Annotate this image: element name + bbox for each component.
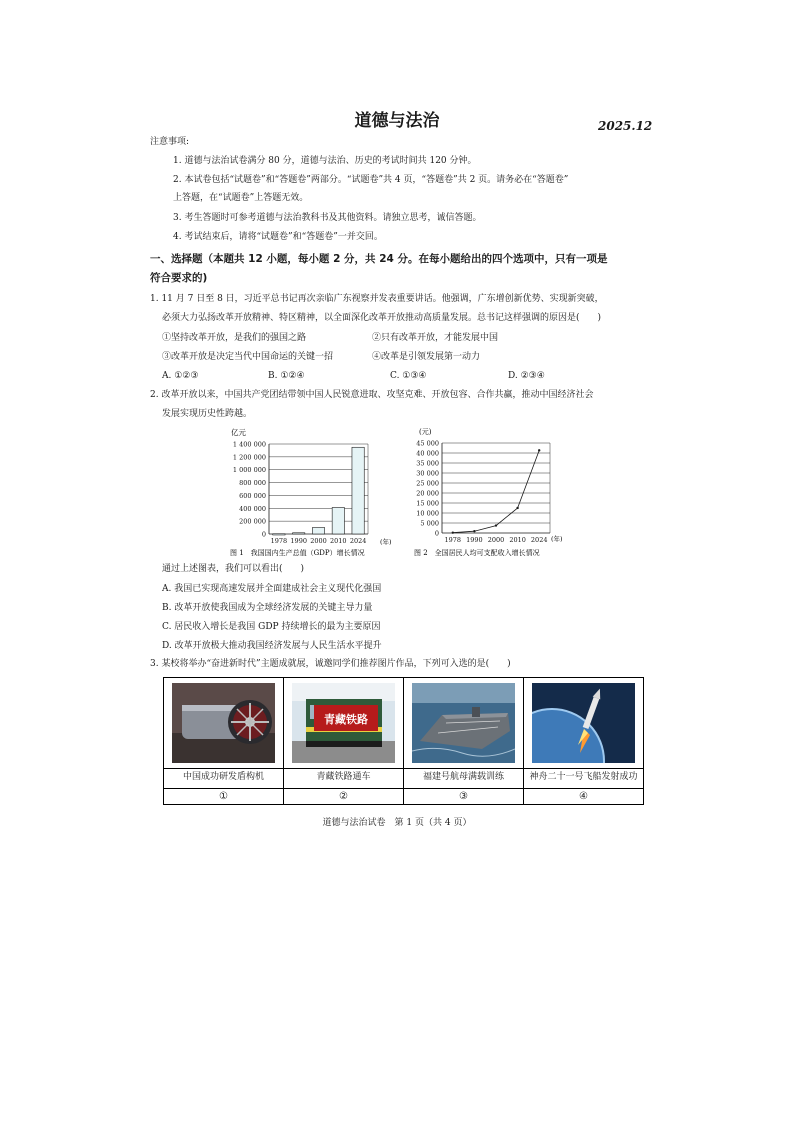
- chart2-point: [516, 507, 518, 509]
- chart1-y-tick-label: 200 000: [239, 517, 266, 526]
- picture-caption-3: 福建号航母满载训练: [404, 769, 524, 789]
- q1-option-b[interactable]: B. ①②④: [268, 371, 305, 381]
- chart2-x-tick-label: 2010: [509, 536, 526, 544]
- page-footer: 道德与法治试卷 第 1 页（共 4 页）: [322, 818, 472, 828]
- q2-option-a[interactable]: A. 我国已实现高速发展并全面建成社会主义现代化强国: [162, 584, 382, 594]
- chart2-x-tick-label: 2024: [530, 536, 548, 544]
- chart1-y-tick-label: 600 000: [239, 491, 266, 500]
- qinghai-tibet-train-photo: [292, 683, 395, 763]
- q1-statement-4: ④改革是引领发展第一动力: [372, 352, 481, 362]
- question-2-stem: 2. 改革开放以来，中国共产党团结带领中国人民锐意进取、攻坚克难、开放包容、合作共赢，推动中国经济社会: [150, 390, 594, 400]
- chart2-y-tick-label: 35 000: [416, 459, 439, 468]
- gdp-bar-chart: [225, 424, 400, 560]
- chart1-x-tick-label: 2000: [310, 537, 327, 545]
- question-3-stem: 3. 某校将举办“奋进新时代”主题成就展，诚邀同学们推荐图片作品，下列可入选的是( ): [150, 659, 511, 669]
- chart2-x-tick-label: 1978: [444, 536, 462, 544]
- chart2-point: [495, 524, 497, 526]
- notice-item: 1. 道德与法治试卷满分 80 分，道德与法治、历史的考试时间共 120 分钟。: [173, 156, 477, 166]
- chart1-bar: [312, 528, 324, 534]
- chart2-x-tick-label: 1990: [466, 536, 483, 544]
- chart2-title: 图 2 全国居民人均可支配收入增长情况: [414, 549, 540, 557]
- picture-caption-4: 神舟二十一号飞船发射成功: [524, 769, 643, 789]
- page-title: 道德与法治: [354, 111, 440, 131]
- chart1-y-axis-label: 亿元: [231, 428, 246, 437]
- chart1-x-tick-label: 1990: [290, 537, 307, 545]
- tunnel-boring-machine-photo: [172, 683, 275, 763]
- q2-option-d[interactable]: D. 改革开放极大推动我国经济发展与人民生活水平提升: [162, 641, 382, 651]
- q1-statement-3: ③改革开放是决定当代中国命运的关键一招: [162, 352, 334, 362]
- chart2-y-tick-label: 25 000: [416, 479, 439, 488]
- notice-item: 2. 本试卷包括“试题卷”和“答题卷”两部分。“试题卷”共 4 页，“答题卷”共 2 页。请务必在“答题卷”: [173, 175, 569, 185]
- notice-heading: 注意事项:: [150, 137, 190, 147]
- picture-number-4: ④: [579, 791, 588, 802]
- picture-cell-3[interactable]: [404, 678, 524, 769]
- chart2-y-tick-label: 5 000: [420, 519, 439, 528]
- chart2-y-tick-label: 40 000: [416, 449, 439, 458]
- picture-cell-4[interactable]: [524, 678, 643, 769]
- chart2-y-tick-label: 30 000: [416, 469, 439, 478]
- chart1-y-tick-label: 1 000 000: [232, 466, 266, 475]
- notice-item: 4. 考试结束后，请将“试题卷”和“答题卷”一并交回。: [173, 232, 383, 242]
- question-1-stem-cont: 必须大力弘扬改革开放精神、特区精神，以全面深化改革开放推动高质量发展。总书记这样强调的原因是( ): [162, 313, 602, 323]
- picture-caption-2: 青藏铁路通车: [284, 769, 404, 789]
- chart2-y-tick-label: 10 000: [416, 509, 439, 518]
- chart1-y-tick-label: 0: [261, 530, 266, 539]
- chart1-y-tick-label: 1 400 000: [232, 440, 266, 449]
- exam-date: 2025.12: [598, 119, 653, 133]
- train-sign-text: 青藏铁路: [324, 713, 368, 726]
- picture-table: [163, 677, 644, 805]
- chart1-y-tick-label: 1 200 000: [232, 453, 266, 462]
- chart1-y-tick-label: 800 000: [239, 479, 266, 488]
- chart1-x-tick-label: 2024: [349, 537, 367, 545]
- q1-option-c[interactable]: C. ①③④: [390, 371, 427, 381]
- q1-option-a[interactable]: A. ①②③: [162, 371, 199, 381]
- q1-statement-2: ②只有改革开放，才能发展中国: [372, 333, 499, 343]
- q2-option-c[interactable]: C. 居民收入增长是我国 GDP 持续增长的最为主要原因: [162, 622, 381, 632]
- notice-item: 3. 考生答题时可参考道德与法治教科书及其他资料。请独立思考，诚信答题。: [173, 213, 482, 223]
- chart2-series-line: [453, 450, 539, 532]
- picture-number-1: ①: [164, 789, 284, 804]
- chart2-point: [538, 449, 540, 451]
- chart2-x-axis-label: (年): [551, 535, 563, 543]
- q2-option-b[interactable]: B. 改革开放使我国成为全球经济发展的关键主导力量: [162, 603, 373, 613]
- chart1-y-tick-label: 400 000: [239, 504, 266, 513]
- picture-number-2: ②: [284, 789, 404, 804]
- chart1-x-tick-label: 2010: [330, 537, 347, 545]
- question-2-stem-cont: 发展实现历史性跨越。: [162, 409, 253, 419]
- chart2-y-tick-label: 45 000: [416, 439, 439, 448]
- picture-number-3: ③: [404, 789, 524, 804]
- income-line-chart: [405, 424, 580, 560]
- chart1-bar: [293, 533, 305, 534]
- section-heading: 一、选择题（本题共 12 小题，每小题 2 分，共 24 分。在每小题给出的四个选项中，只有一项是: [150, 253, 608, 265]
- picture-cell-1[interactable]: [164, 678, 284, 769]
- question-1-stem: 1. 11 月 7 日至 8 日，习近平总书记再次亲临广东视察并发表重要讲话。他强调，广东增创新优势、实现新突破，: [150, 294, 604, 304]
- picture-cell-2[interactable]: [284, 678, 404, 769]
- chart1-bar: [273, 534, 285, 535]
- question-2-prompt: 通过上述图表，我们可以看出( ): [162, 564, 305, 574]
- chart2-point: [452, 531, 454, 533]
- section-heading-cont: 符合要求的): [150, 272, 208, 284]
- chart2-point: [473, 530, 475, 532]
- chart1-bar: [332, 508, 344, 534]
- notice-item: 上答题，在“试题卷”上答题无效。: [173, 193, 309, 203]
- chart2-y-tick-label: 0: [434, 529, 439, 538]
- chart2-x-tick-label: 2000: [487, 536, 505, 544]
- q1-statement-1: ①坚持改革开放，是我们的强国之路: [162, 333, 307, 343]
- shenzhou-launch-photo: [532, 683, 635, 763]
- chart1-bar: [352, 447, 364, 534]
- chart2-y-axis-label: (元): [419, 428, 432, 436]
- picture-caption-1: 中国成功研发盾构机: [164, 769, 284, 789]
- aircraft-carrier-photo: [412, 683, 515, 763]
- chart1-x-tick-label: 1978: [270, 537, 288, 545]
- q1-option-d[interactable]: D. ②③④: [508, 371, 545, 381]
- chart2-y-tick-label: 20 000: [416, 489, 439, 498]
- chart2-y-tick-label: 15 000: [416, 499, 439, 508]
- chart1-title: 图 1 我国国内生产总值（GDP）增长情况: [230, 549, 365, 557]
- chart1-x-axis-label: (年): [380, 538, 392, 546]
